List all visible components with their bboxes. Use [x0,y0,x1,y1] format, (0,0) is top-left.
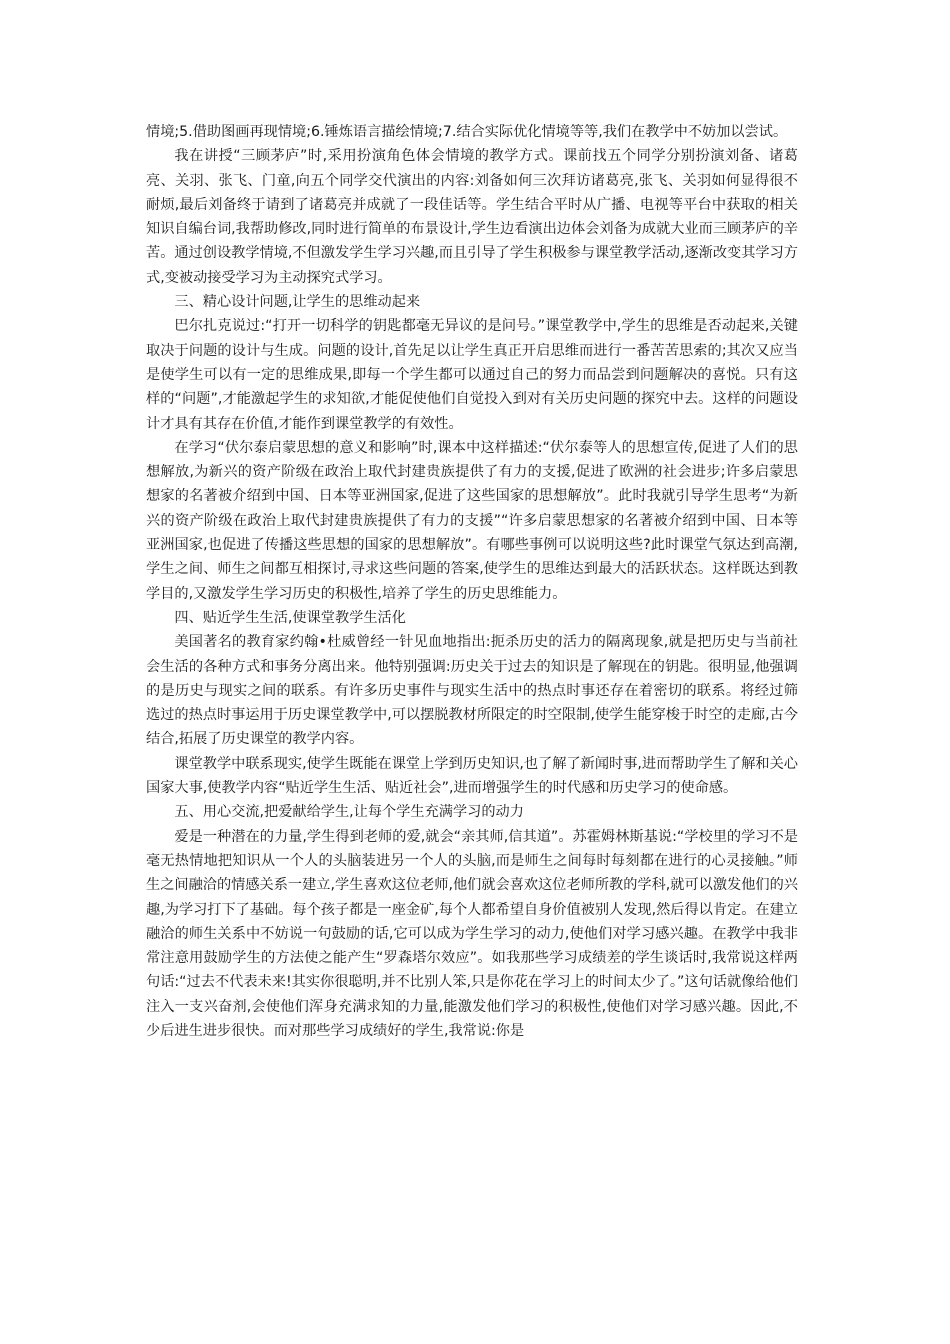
section-heading-three: 三、精心设计问题,让学生的思维动起来 [174,294,421,311]
paragraph-love-students: 爱是一种潜在的力量,学生得到老师的爱,就会“亲其师,信其道”。苏霍姆林斯基说:“学校里的学习不是毫无热情地把知识从一个人的头脑装进另一个人的头脑,而是师生之间每时每刻都在进行的心灵接触。”师生之间融洽的情感关系一建立,学生喜欢这位老师,他们就会喜欢这位老师所教的学科,就可以激发他们的兴趣,为学习打下了基础。每个孩子都是一座金矿,每个人都希望自身价值被别人发现,然后得以肯定。在建立融洽的师生关系中不妨说一句鼓励的话,它可以成为学生学习的动力,使他们对学习感兴趣。在教学中我非常注意用鼓励学生的方法使之能产生“罗森塔尔效应”。如我那些学习成绩差的学生谈话时,我常说这样两句话:“过去不代表未来!其实你很聪明,并不比别人笨,只是你花在学习上的时间太少了。”这句话就像给他们注入一支兴奋剂,会使他们浑身充满求知的力量,能激发他们学习的积极性,使他们对学习感兴趣。因此,不少后进生进步很快。而对那些学习成绩好的学生,我常说:你是 [146,828,798,1039]
document-page [146,120,798,1043]
paragraph-continuation: 情境;5.借助图画再现情境;6.锤炼语言描绘情境;7.结合实际优化情境等等,我们在教学中不妨加以尝试。 [146,124,788,140]
section-heading-four: 四、贴近学生生活,使课堂教学生活化 [174,609,406,626]
paragraph-question-design: 巴尔扎克说过:“打开一切科学的钥匙都毫无异议的是问号。”课堂教学中,学生的思维是否动起来,关键取决于问题的设计与生成。问题的设计,首先足以让学生真正开启思维而进行一番苦苦思索的;其次又应当是使学生可以有一定的思维成果,即每一个学生都可以通过自己的努力而品尝到问题解决的喜悦。只有这样的“问题”,才能激起学生的求知欲,才能促使他们自觉投入到对有关历史问题的探究中去。这样的问题设计才具有其存在价值,才能作到课堂教学的有效性。 [146,318,798,432]
paragraph-three-visits: 我在讲授“三顾茅庐”时,采用扮演角色体会情境的教学方式。课前找五个同学分别扮演刘备、诸葛亮、关羽、张飞、门童,向五个同学交代演出的内容:刘备如何三次拜访诸葛亮,张飞、关羽如何显得很不耐烦,最后刘备终于请到了诸葛亮并成就了一段佳话等。学生结合平时从广播、电视等平台中获取的相关知识自编台词,我帮助修改,同时进行简单的布景设计,学生边看演出边体会刘备为成就大业而三顾茅庐的辛苦。通过创设教学情境,不但激发学生学习兴趣,而且引导了学生积极参与课堂教学活动,逐渐改变其学习方式,变被动接受学习为主动探究式学习。 [146,148,798,286]
paragraph-voltaire: 在学习“伏尔泰启蒙思想的意义和影响”时,课本中这样描述:“伏尔泰等人的思想宣传,促进了人们的思想解放,为新兴的资产阶级在政治上取代封建贵族提供了有力的支援,促进了欧洲的社会进步;许多启蒙思想家的名著被介绍到中国、日本等亚洲国家,促进了这些国家的思想解放”。此时我就引导学生思考“为新兴的资产阶级在政治上取代封建贵族提供了有力的支援”“许多启蒙思想家的名著被介绍到中国、日本等亚洲国家,也促进了传播这些思想的国家的思想解放”。有哪些事例可以说明这些?此时课堂气氛达到高潮,学生之间、师生之间都互相探讨,寻求这些问题的答案,使学生的思维达到最大的活跃状态。这样既达到教学目的,又激发学生学习历史的积极性,培养了学生的历史思维能力。 [146,439,798,602]
paragraph-dewey: 美国著名的教育家约翰•杜威曾经一针见血地指出:扼杀历史的活力的隔离现象,就是把历史与当前社会生活的各种方式和事务分离出来。他特别强调:历史关于过去的知识是了解现在的钥匙。很明显,他强调的是历史与现实之间的联系。有许多历史事件与现实生活中的热点时事还存在着密切的联系。将经过筛选过的热点时事运用于历史课堂教学中,可以摆脱教材所限定的时空限制,使学生能穿梭于时空的走廊,古今结合,拓展了历史课堂的教学内容。 [146,634,798,748]
paragraph-reality-link: 课堂教学中联系现实,使学生既能在课堂上学到历史知识,也了解了新闻时事,进而帮助学生了解和关心国家大事,使教学内容“贴近学生生活、贴近社会”,进而增强学生的时代感和历史学习的使命感。 [146,755,798,797]
section-heading-five: 五、用心交流,把爱献给学生,让每个学生充满学习的动力 [174,804,524,821]
